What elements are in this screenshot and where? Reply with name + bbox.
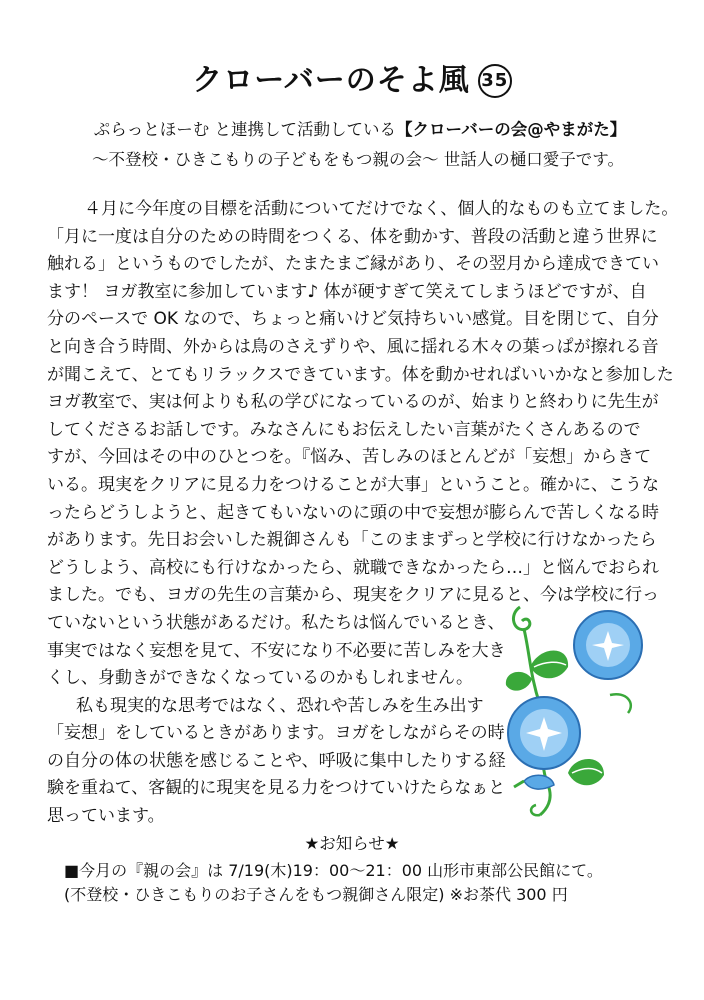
- notice-line-2: (不登校・ひきこもりのお子さんをもつ親御さん限定) ※お茶代 300 円: [64, 885, 568, 904]
- body-line: があります。先日お会いした親御さんも「このままずっと学校に行けなかったら: [47, 530, 657, 551]
- body-line: ていないという状態があるだけ。私たちは悩んでいるとき、: [47, 612, 505, 633]
- body-line: すが、今回はその中のひとつを。『悩み、苦しみのほとんどが「妄想」からきて: [47, 447, 652, 468]
- body-line: いる。現実をクリアに見る力をつけることが大事」ということ。確かに、こうな: [47, 474, 659, 495]
- notice-line-1: ■今月の『親の会』は 7/19(木)19：00〜21：00 山形市東部公民館にて。: [64, 861, 603, 880]
- notice-heading: ★お知らせ★: [304, 834, 400, 853]
- intro-line-1: [8, 116, 704, 140]
- body-line: 分のペースで OK なので、ちょっと痛いけど気持ちいい感覚。目を閉じて、自分: [47, 309, 659, 330]
- body-line: 思っています。: [47, 806, 165, 827]
- body-line: 事実ではなく妄想を見て、不安になり不必要に苦しみを大き: [47, 640, 506, 661]
- body-line: が聞こえて、とてもリラックスできています。体を動かせればいいかなと参加した: [47, 364, 674, 385]
- morning-glory-illustration: [500, 595, 650, 820]
- body-line: してくださるお話しです。みなさんにもお伝えしたい言葉がたくさんあるので: [47, 419, 641, 440]
- body-line: どうしよう、高校にも行けなかったら、就職できなかったら…」と悩んでおられ: [47, 557, 659, 578]
- body-line: 私も現実的な思考ではなく、恐れや苦しみを生み出す: [76, 695, 484, 716]
- group-name: 【クローバーの会@やまがた】: [396, 120, 627, 139]
- body-line: 「月に一度は自分のための時間をつくる、体を動かす、普段の活動と違う世界に: [47, 226, 658, 247]
- body-line: と向き合う時間、外からは鳥のさえずりや、風に揺れる木々の葉っぱが擦れる音: [47, 336, 659, 357]
- body-line: ました。でも、ヨガの先生の言葉から、現実をクリアに見ると、今は学校に行っ: [47, 585, 659, 606]
- body-line: ったらどうしようと、起きてもいないのに頭の中で妄想が膨らんで苦しくなる時: [47, 502, 659, 523]
- body-line: くし、身動きができなくなっているのかもしれません。: [47, 668, 474, 689]
- body-line: ます！ ヨガ教室に参加しています♪ 体が硬すぎて笑えてしまうほどですが、自: [47, 281, 647, 302]
- intro-line-1-prefix: ぷらっとほーむ と連携して活動している: [93, 120, 397, 139]
- body-line: 験を重ねて、客観的に現実を見る力をつけていけたらなぁと: [47, 778, 506, 799]
- body-line: の自分の体の状態を感じることや、呼吸に集中したりする経: [47, 750, 506, 771]
- leaf-shape: [530, 651, 568, 679]
- body-line: 触れる」というものでしたが、たまたまご縁があり、その翌月から達成できてい: [47, 254, 659, 275]
- body-line: ４月に今年度の目標を活動についてだけでなく、個人的なものも立てました。: [84, 199, 679, 219]
- body-line: 「妄想」をしているときがあります。ヨガをしながらその時: [47, 723, 505, 744]
- body-line: ヨガ教室で、実は何よりも私の学びになっているのが、始まりと終わりに先生が: [47, 392, 659, 413]
- page-title: [0, 55, 704, 99]
- issue-number-badge: 35: [478, 64, 512, 98]
- intro-line-2: 〜不登校・ひきこもりの子どもをもつ親の会〜 世話人の樋口愛子です。: [92, 150, 624, 169]
- title-text: クローバーのそよ風: [192, 63, 470, 98]
- leaf-shape: [506, 672, 532, 691]
